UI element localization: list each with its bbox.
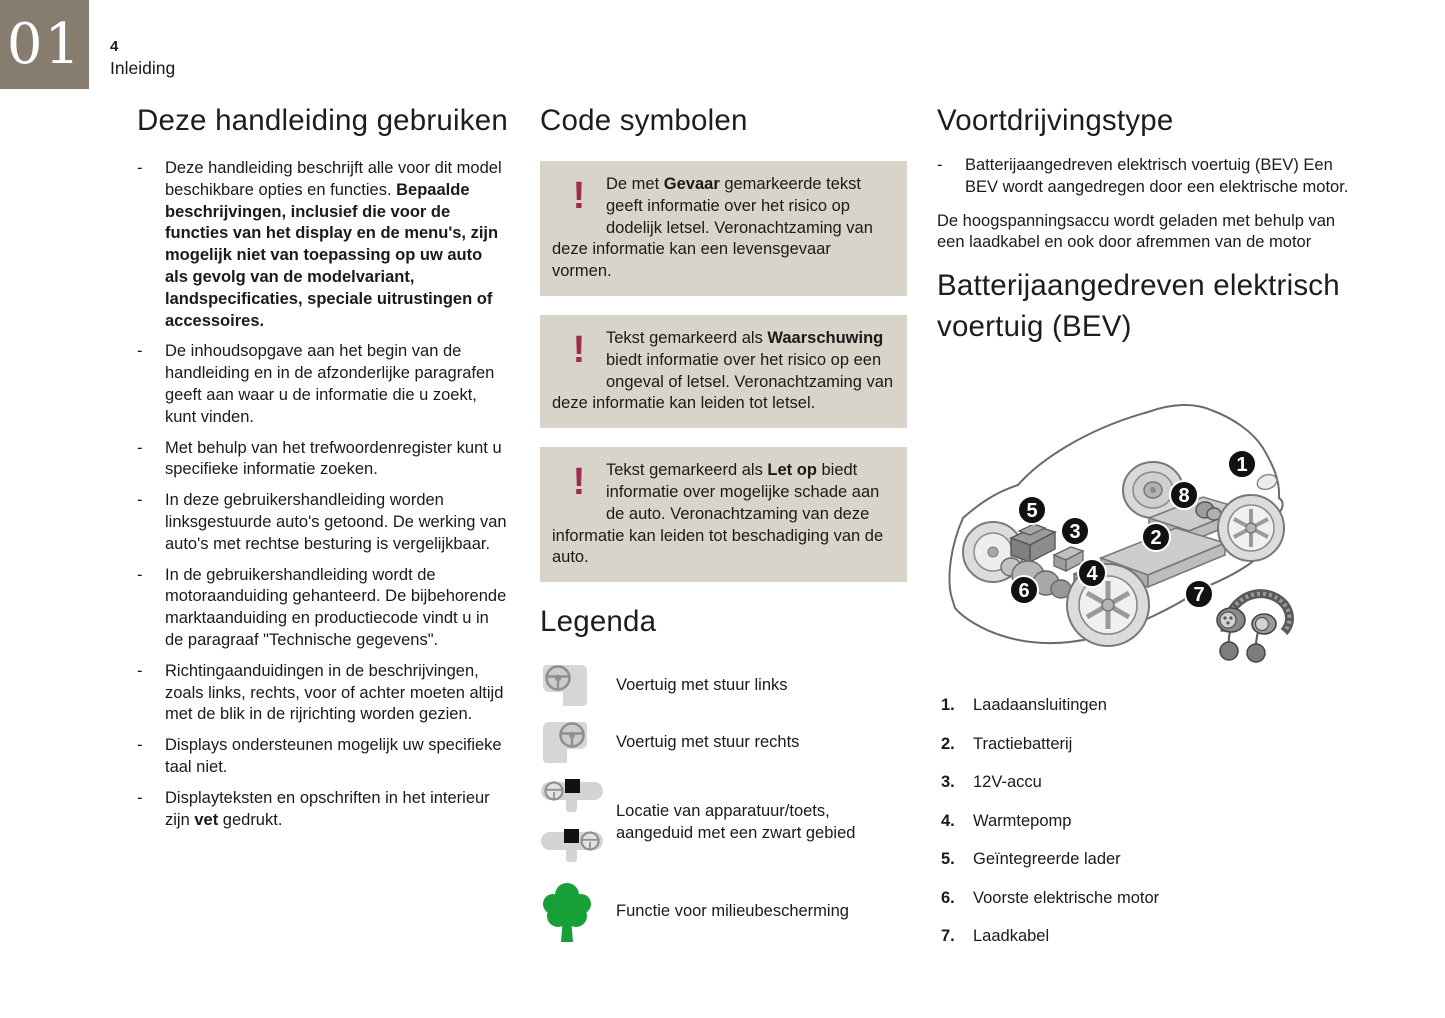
list-item: - Met behulp van het trefwoordenregister kunt u specifieke informatie zoeken. [137,438,502,479]
svg-text:3: 3 [1069,521,1081,543]
steering-wheel-left-icon [540,662,590,709]
list-item: - Displayteksten en opschriften in het interieur zijn vet gedrukt. [137,788,490,829]
bev-diagram [933,390,1445,695]
svg-text:5: 5 [1026,500,1038,522]
marker-3 [1061,517,1089,545]
list-item: - Deze handleiding beschrijft alle voor dit model beschikbare opties en functies. Bepaalde beschrijvingen, inclusief die voor de functies van het display en de menu's, zijn mogelijk niet van toepassing op uw auto als gevolg van de modelvariant, landspecificaties, speciale uitrustingen of accessoires. [137,159,502,330]
marker-8 [1170,481,1198,509]
marker-2 [1142,523,1170,551]
legend-label: Voertuig met stuur links [616,675,788,694]
legend-item-steering-right [540,719,907,766]
charging-cable [1217,594,1289,662]
legend-title: Legenda [540,605,657,639]
svg-text:6: 6 [1018,580,1030,602]
list-item: - Displays ondersteunen mogelijk uw specifieke taal niet. [137,736,502,776]
marker-1 [1228,450,1256,478]
part-row: 1. Laadaansluitingen [941,696,1107,714]
steering-wheel-right-icon [540,719,590,766]
part-row: 2. Tractiebatterij [941,734,1073,753]
svg-text:4: 4 [1086,563,1098,585]
column-propulsion [937,100,1351,361]
marker-6 [1010,576,1038,604]
parts-list [941,694,1361,964]
left-column-title: Deze handleiding gebruiken [137,104,508,137]
chapter-number-box [0,0,89,89]
legend-label: Functie voor milieubescherming [616,902,849,921]
propulsion-title: Voortdrijvingstype [937,104,1174,137]
column-using-manual [137,100,508,840]
list-item: - In de gebruikershandleiding wordt de motoraanduiding gehanteerd. De bijbehorende marktaanduiding en productiecode vindt u in de paragraaf "Technische gegevens". [137,565,507,649]
danger-notice-box: ! De met Gevaar gemarkeerde tekst geeft informatie over het risico op dodelijk letsel. Veronachtzaming van deze informatie kan een levensgevaar vormen. [540,161,907,296]
list-item: - Richtingaanduidingen in de beschrijvingen, zoals links, rechts, voor of achter moeten altijd met de blik in de rijrichting worden gezien. [137,661,504,724]
code-symbols-title: Code symbolen [540,104,748,137]
chapter-number: 01 [6,12,83,77]
black-area-location-icon [540,826,606,870]
eco-tree-icon [540,880,594,944]
warning-notice-box: ! Tekst gemarkeerd als Waarschuwing biedt informatie over het risico op een ongeval of letsel. Veronachtzaming van deze informatie kan leiden tot letsel. [540,315,907,428]
part-row: 3. 12V-accu [941,773,1042,791]
part-row: 5. Geïntegreerde lader [941,850,1121,868]
legend-item-black-area [540,776,907,870]
legend-item-eco [540,880,907,944]
legend-label: Voertuig met stuur rechts [616,732,800,751]
propulsion-paragraph: De hoogspanningsaccu wordt geladen met behulp van een laadkabel en ook door afremmen van de motor [937,211,1336,252]
exclamation-icon: ! [572,328,586,371]
column-code-symbols [540,100,907,954]
exclamation-icon: ! [572,175,586,217]
legend-label: Locatie van apparatuur/toets, aangeduid met een zwart gebied [616,802,856,843]
exclamation-icon: ! [572,461,586,504]
black-area-location-icon [540,776,606,820]
svg-text:2: 2 [1150,527,1162,549]
svg-text:7: 7 [1193,584,1205,606]
page-number: 4 [110,38,119,55]
list-item: - De inhoudsopgave aan het begin van de handleiding en in de afzonderlijke paragrafen geeft aan waar u de informatie die u zoekt, kunt vinden. [137,342,495,426]
bev-subtitle: Batterijaangedreven elektrisch voertuig (BEV) [937,269,1340,344]
caution-notice-box: ! Tekst gemarkeerd als Let op biedt informatie over mogelijke schade aan de auto. Veronachtzaming van deze informatie kan leiden tot beschadiging van de auto. [540,447,907,582]
part-row: 4. Warmtepomp [941,811,1072,830]
wheel-rear [1218,495,1284,561]
svg-text:8: 8 [1178,485,1190,507]
manual-bullet-list [137,158,508,831]
marker-5 [1018,496,1046,524]
marker-7 [1185,580,1213,608]
propulsion-bullet: - Batterijaangedreven elektrisch voertuig (BEV) Een BEV wordt aangedregen door een elektrische motor. [937,156,1349,196]
marker-4 [1078,559,1106,587]
part-row: 6. Voorste elektrische motor [941,888,1160,907]
list-item: - In deze gebruikershandleiding worden linksgestuurde auto's getoond. De werking van auto's met rechtse besturing is vergelijkbaar. [137,491,507,553]
section-title: Inleiding [110,58,176,78]
legend-item-steering-left [540,662,907,709]
part-row: 7. Laadkabel [941,927,1050,945]
svg-text:1: 1 [1236,454,1248,476]
